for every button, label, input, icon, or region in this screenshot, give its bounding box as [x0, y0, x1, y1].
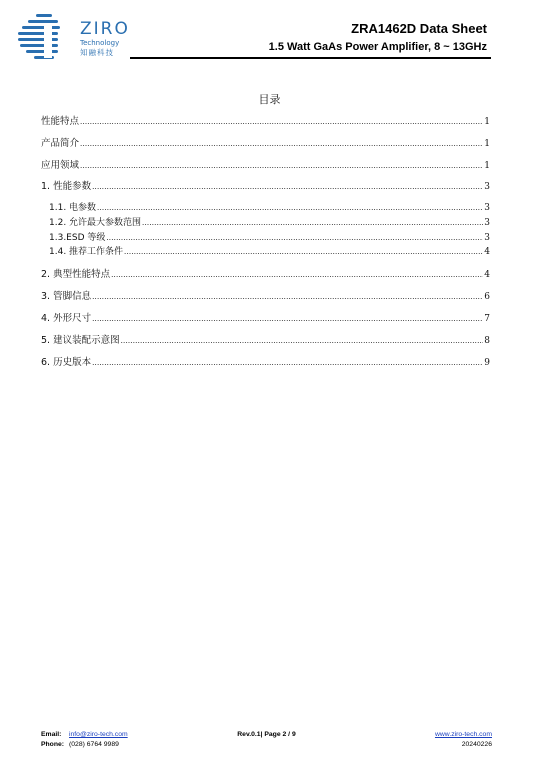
toc-dot-leader — [121, 335, 484, 348]
toc-entry[interactable] — [41, 334, 490, 347]
toc-dot-leader — [92, 313, 483, 326]
toc-entry-label: 产品简介 — [41, 138, 80, 149]
toc-entry-label: 1.4. 推荐工作条件 — [49, 247, 124, 257]
toc-entry[interactable] — [49, 217, 490, 230]
toc-dot-leader — [106, 232, 483, 245]
ziro-globe-icon — [14, 12, 76, 62]
toc-dot-leader — [97, 202, 483, 215]
toc-entry-page: 1 — [484, 139, 490, 149]
toc-entry-page: 7 — [484, 314, 490, 324]
toc-entry[interactable] — [49, 232, 490, 245]
toc-entry-page: 1 — [484, 161, 490, 171]
toc-entry[interactable] — [49, 202, 490, 215]
toc-entry-page: 4 — [484, 247, 490, 257]
toc-dot-leader — [142, 217, 483, 230]
page-number: 2 / 9 — [282, 731, 296, 738]
toc-entry-page: 4 — [484, 270, 490, 280]
toc-entry-label: 应用领域 — [41, 160, 80, 171]
logo-subtitle: Technology — [80, 39, 120, 47]
toc-dot-leader — [80, 160, 483, 173]
toc-dot-leader — [111, 269, 483, 282]
footer-page-info — [41, 730, 492, 740]
toc-entry-label: 性能特点 — [41, 116, 80, 127]
toc-entry-page: 8 — [484, 336, 490, 346]
toc-entry[interactable] — [41, 312, 490, 325]
toc-entry[interactable] — [41, 290, 490, 303]
toc-entry-page: 6 — [484, 292, 490, 302]
header-divider — [130, 57, 491, 59]
toc-entry[interactable] — [41, 268, 490, 281]
toc-dot-leader — [124, 246, 483, 259]
toc-entry-label: 2. 典型性能特点 — [41, 269, 111, 280]
document-subtitle: 1.5 Watt GaAs Power Amplifier, 8 ~ 13GHz — [268, 41, 487, 53]
toc-dot-leader — [92, 357, 483, 370]
toc-entry-label: 4. 外形尺寸 — [41, 313, 92, 324]
email-link[interactable]: info@ziro-tech.com — [69, 731, 128, 738]
document-date: 20240226 — [461, 741, 492, 748]
website-link[interactable]: www.ziro-tech.com — [434, 731, 492, 738]
toc-entry-label: 5. 建议装配示意图 — [41, 335, 120, 346]
toc-entry-label: 1. 性能参数 — [41, 181, 92, 192]
toc-entry-label: 1.1. 电参数 — [49, 203, 97, 213]
revision-text: Rev.0.1| Page — [237, 731, 281, 738]
toc-entry-page: 9 — [484, 358, 490, 368]
toc-entry-label: 1.2. 允许最大参数范围 — [49, 218, 142, 228]
toc-entry-page: 3 — [484, 182, 490, 192]
toc-entry-page: 3 — [484, 218, 490, 228]
toc-dot-leader — [92, 181, 483, 194]
toc-dot-leader — [80, 138, 483, 151]
document-title: ZRA1462D Data Sheet — [351, 21, 487, 36]
toc-heading: 目录 — [258, 93, 281, 106]
toc-entry-label: 6. 历史版本 — [41, 357, 92, 368]
toc-entry-page: 3 — [484, 233, 490, 243]
toc-entry-page: 1 — [484, 117, 490, 127]
toc-entry-label: 3. 管脚信息 — [41, 291, 92, 302]
phone-number: (028) 6764 9989 — [69, 741, 119, 748]
logo-chinese-name: 知融科技 — [80, 48, 114, 57]
toc-entry[interactable] — [41, 159, 490, 172]
logo-name: ZIRO — [80, 19, 130, 39]
toc-entry[interactable] — [41, 115, 490, 128]
toc-entry[interactable] — [41, 180, 490, 193]
footer-web — [435, 730, 492, 750]
toc-entry[interactable] — [41, 356, 490, 369]
phone-label: Phone: — [41, 741, 65, 748]
email-label: Email: — [41, 731, 62, 738]
toc-entry[interactable] — [49, 246, 490, 259]
toc-dot-leader — [92, 291, 483, 304]
toc-entry-label: 1.3.ESD 等级 — [49, 233, 106, 243]
company-logo — [14, 12, 134, 68]
toc-dot-leader — [80, 116, 483, 129]
toc-entry[interactable] — [41, 137, 490, 150]
toc-entry-page: 3 — [484, 203, 490, 213]
